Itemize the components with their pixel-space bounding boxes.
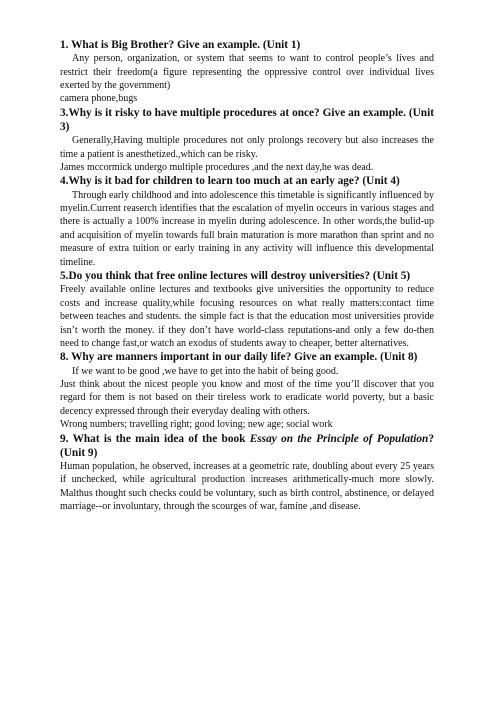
example-unit-1: camera phone,bugs [60, 93, 138, 105]
answer-unit-8-first: If we want to be good ,we have to get into the habit of being good. [72, 365, 339, 377]
example-unit-8: Wrong numbers; travelling right; good loving; new age; social work [60, 419, 333, 431]
book-title: Essay on the Principle of Population [249, 432, 429, 445]
question-unit-8: 8. Why are manners important in our daily life? Give an example. (Unit 8) [60, 351, 418, 364]
question-unit-9-suffix: ? (Unit 9) [60, 432, 434, 459]
answer-unit-5: Freely available online lectures and textbooks give universities the opportunity to reduce costs and increase quality,while focusing resources on what really matters:contact time between teaches and students. the simple fact is that the education most universities provide isn’t worth the money. if they don’t have world-class reputations-and only a few do-then need to change fast,or watch an exodus of students away to cheaper, better alternatives. [60, 284, 434, 349]
answer-unit-4: Through early childhood and into adolescence this timetable is significantly influenced by myelin.Current reaserch identifies that the escalation of myelin occeurs in various stages and there is actually a 100% increase in myelin during adolescence. In other words,the bulid-up and acquisition of myelin towards full brain maturation is more marathon than sprint and no measure of extra tuition or early training in any activity will influence this developmental timeline. [60, 189, 434, 268]
document-page [60, 38, 434, 514]
question-unit-3: 3.Why is it risky to have multiple procedures at once? Give an example. (Unit 3) [60, 106, 434, 134]
answer-unit-1: Any person, organization, or system that seems to want to control people’s lives and restrict their freedom(a figure representing the oppressive control over individual lives exerted by the government) [60, 53, 434, 92]
question-unit-9-prefix: 9. What is the main idea of the book [60, 432, 250, 445]
answer-unit-3: Generally,Having multiple procedures not only prolongs recovery but also increases the time a patient is anesthetized.,which can be risky. [60, 135, 434, 160]
example-unit-3: James mccormick undergo multiple procedures ,and the next day,he was dead. [60, 162, 374, 174]
answer-unit-9: Human population, he observed, increases at a geometric rate, doubling about every 25 years if unchecked, while agricultural production increases arithmetically-much more slowly. Malthus thought such checks could be voluntary, such as birth control, abstinence, or delayed marriage--or involuntary, through the scourges of war, famine ,and disease. [60, 460, 434, 513]
question-unit-5: 5.Do you think that free online lectures will destroy universities? (Unit 5) [60, 270, 411, 283]
question-unit-1: 1. What is Big Brother? Give an example. (Unit 1) [60, 39, 301, 51]
question-unit-4: 4.Why is it bad for children to learn too much at an early age? (Unit 4) [60, 175, 400, 188]
question-unit-9 [60, 432, 434, 460]
answer-unit-8: Just think about the nicest people you know and most of the time you’ll discover that you regard for them is not based on their tireless work to eradicate world poverty, but a basic decency expressed through their everyday dealing with others. [60, 378, 434, 417]
